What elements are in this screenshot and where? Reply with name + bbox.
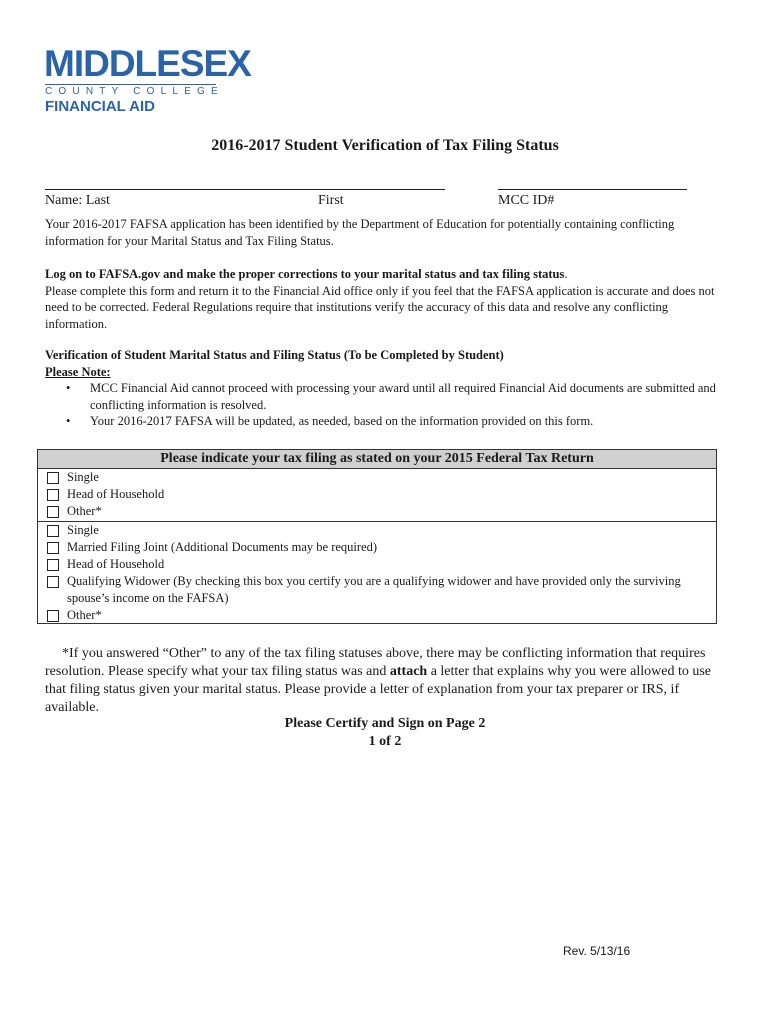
checkbox-icon[interactable] — [47, 525, 59, 537]
footnote-emphasis: attach — [389, 664, 428, 679]
bullet-text: Your 2016-2017 FAFSA will be updated, as needed, based on the information provided on this form. — [90, 414, 594, 428]
option-other[interactable] — [67, 503, 102, 520]
last-name-label: Name: Last — [45, 193, 110, 208]
bullet-icon: • — [66, 381, 71, 395]
checkbox-icon[interactable] — [47, 506, 59, 518]
option-married-filing-joint[interactable] — [67, 539, 377, 556]
bullet-text: MCC Financial Aid cannot proceed with processing your award until all required Financial Aid documents are submitted and conflicting information is resolved. — [90, 381, 716, 412]
note-label: Please Note: — [45, 364, 111, 379]
option-single[interactable] — [67, 469, 99, 486]
login-details: Please complete this form and return it to the Financial Aid office only if you feel that the FAFSA application is accurate and does not need to be corrected. Federal Regulations require that institutions verify the accuracy of this data and resolve any conflicting information. — [45, 283, 715, 331]
page-title: 2016-2017 Student Verification of Tax Filing Status — [211, 137, 559, 154]
bullet-item — [45, 380, 725, 413]
option-label: Single — [67, 523, 99, 537]
filing-status-table — [37, 449, 717, 624]
page-number: 1 of 2 — [368, 734, 402, 749]
certify-instruction: Please Certify and Sign on Page 2 — [284, 716, 486, 731]
checkbox-icon[interactable] — [47, 489, 59, 501]
checkbox-icon[interactable] — [47, 559, 59, 571]
revision-date: Rev. 5/13/16 — [563, 944, 631, 958]
option-label: Other* — [67, 608, 102, 622]
option-label: Head of Household — [67, 557, 165, 571]
option-head-of-household[interactable] — [67, 556, 164, 573]
verification-heading: Verification of Student Marital Status and Filing Status (To be Completed by Student) — [45, 348, 504, 362]
college-logo: MIDDLESEX — [44, 43, 251, 84]
verification-section — [45, 347, 725, 430]
footnote-text: *If you answered “Other” to any of the tax filing statuses above, there may be conflicting information that requires resolution. Please specify what your tax filing status was and — [45, 646, 706, 679]
name-field-line[interactable] — [45, 189, 445, 190]
intro-paragraph: Your 2016-2017 FAFSA application has been identified by the Department of Education for potentially containing conflicting information for your Marital Status and Tax Filing Status. — [45, 217, 675, 248]
bullet-item — [45, 413, 725, 430]
footnote-paragraph — [45, 645, 725, 717]
option-other[interactable] — [67, 607, 102, 624]
logo-rule — [45, 84, 216, 85]
checkbox-icon[interactable] — [47, 472, 59, 484]
bullet-icon: • — [66, 414, 71, 428]
footnote-text: a letter that explains why you were allowed to use that filing status given your marital status. Please provide a letter of explanation from your tax preparer or IRS, if available. — [45, 664, 712, 715]
department-name: FINANCIAL AID — [45, 98, 155, 115]
id-field-line[interactable] — [498, 189, 687, 190]
checkbox-icon[interactable] — [47, 576, 59, 588]
option-qualifying-widower[interactable] — [67, 573, 687, 607]
mcc-id-label: MCC ID# — [498, 193, 555, 208]
table-divider — [38, 521, 716, 522]
logo-subtitle: COUNTY COLLEGE — [45, 86, 224, 97]
option-head-of-household[interactable] — [67, 486, 164, 503]
checkbox-icon[interactable] — [47, 610, 59, 622]
option-label: Single — [67, 470, 99, 484]
option-label: Married Filing Joint (Additional Documents may be required) — [67, 540, 378, 554]
option-single[interactable] — [67, 522, 99, 539]
option-label: Other* — [67, 504, 102, 518]
option-label: Qualifying Widower (By checking this box you certify you are a qualifying widower and have provided only the surviving spouse’s income on the FAFSA) — [67, 574, 681, 605]
login-punct: . — [564, 267, 568, 281]
login-paragraph — [45, 266, 725, 332]
login-instruction: Log on to FAFSA.gov and make the proper corrections to your marital status and tax filing status — [45, 267, 565, 281]
first-name-label: First — [318, 193, 344, 208]
checkbox-icon[interactable] — [47, 542, 59, 554]
table-header: Please indicate your tax filing as stated on your 2015 Federal Tax Return — [38, 450, 716, 469]
option-label: Head of Household — [67, 487, 165, 501]
